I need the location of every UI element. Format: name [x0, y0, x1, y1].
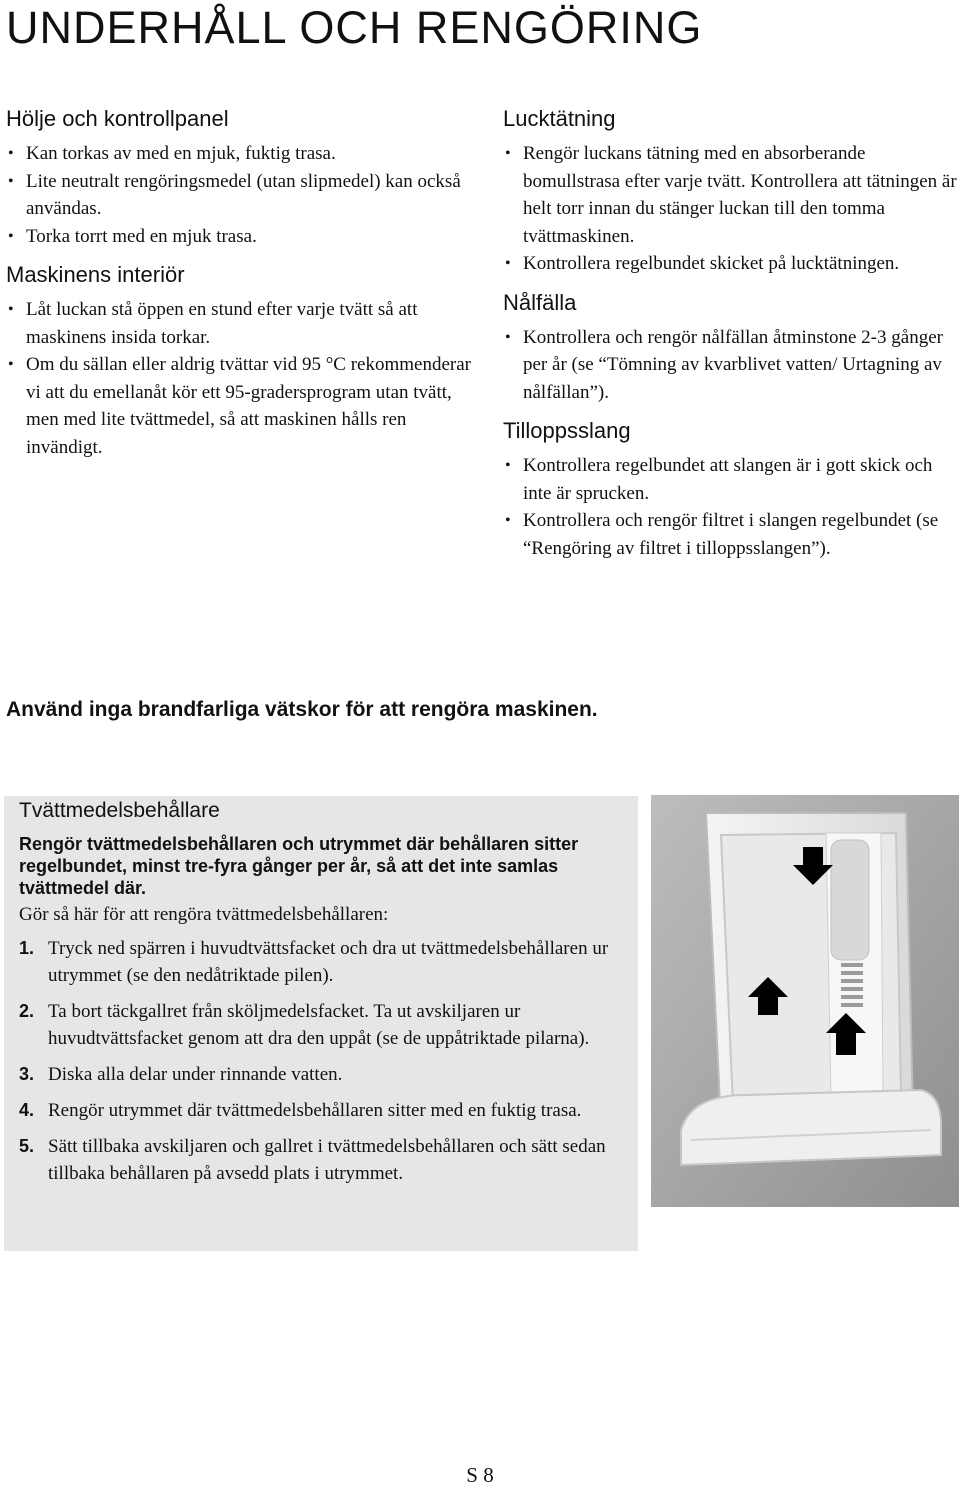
step-item [19, 1097, 631, 1124]
step-item [19, 935, 631, 989]
list-lucktatning [503, 140, 958, 278]
page-number: S 8 [466, 1463, 494, 1487]
section-heading-tilloppsslang: Tilloppsslang [503, 418, 631, 443]
list-item: • Låt luckan stå öppen en stund efter varje tvätt så att maskinens insida torkar. [6, 296, 476, 351]
warning-text: Använd inga brandfarliga vätskor för att rengöra maskinen. [6, 698, 598, 721]
section-heading-holje: Hölje och kontrollpanel [6, 106, 229, 131]
list-item: • Kan torkas av med en mjuk, fuktig trasa. [6, 140, 476, 168]
step-number: 5. [19, 1136, 35, 1156]
panel-intro: Gör så här för att rengöra tvättmedelsbehållaren: [19, 904, 389, 925]
page-title: UNDERHÅLL OCH RENGÖRING [6, 2, 703, 53]
list-holje [6, 140, 476, 250]
step-item [19, 1133, 631, 1187]
section-heading-nalfalla: Nålfälla [503, 289, 577, 315]
list-item: • Kontrollera och rengör filtret i slangen regelbundet (se “Rengöring av filtret i tilloppsslangen”). [503, 507, 958, 562]
step-item [19, 998, 631, 1052]
step-number: 1. [19, 938, 35, 958]
list-tilloppsslang [503, 452, 958, 562]
list-item: • Kontrollera regelbundet skicket på lucktätningen. [503, 250, 958, 278]
step-number: 4. [19, 1100, 35, 1120]
steps-list [19, 935, 631, 1196]
list-item: • Om du sällan eller aldrig tvättar vid 95 °C rekommenderar vi att du emellanåt kör ett 95-gradersprogram utan tvätt, men med lite tvättmedel, så att maskinen hålls ren invändigt. [6, 351, 476, 461]
list-item: • Torka torrt med en mjuk trasa. [6, 223, 476, 251]
detergent-drawer-panel [4, 796, 638, 1251]
list-item: • Lite neutralt rengöringsmedel (utan slipmedel) kan också användas. [6, 168, 476, 223]
step-text: Ta bort täckgallret från sköljmedelsfacket. Ta ut avskiljaren ur huvudtvättsfacket genom att dra den uppåt (se de uppåtriktade pilarna). [48, 1001, 590, 1049]
step-text: Diska alla delar under rinnande vatten. [48, 1064, 343, 1085]
list-interior [6, 296, 476, 461]
panel-title: Tvättmedelsbehållare [19, 799, 220, 822]
list-item: • Kontrollera regelbundet att slangen är i gott skick och inte är sprucken. [503, 452, 958, 507]
panel-bold-text: Rengör tvättmedelsbehållaren och utrymmet där behållaren sitter regelbundet, minst tre-fyra gånger per år, så att det inte samlas tvättmedel där. [19, 834, 579, 898]
step-text: Tryck ned spärren i huvudtvättsfacket och dra ut tvättmedelsbehållaren ur utrymmet (se den nedåtriktade pilen). [48, 938, 609, 986]
step-number: 3. [19, 1064, 35, 1084]
section-heading-interior: Maskinens interiör [6, 262, 185, 287]
list-item: • Rengör luckans tätning med en absorberande bomullstrasa efter varje tvätt. Kontrollera att tätningen är helt torr innan du stänger luckan till den tomma tvättmaskinen. [503, 140, 958, 250]
list-nalfalla [503, 324, 958, 407]
left-column [6, 104, 476, 471]
list-item: • Kontrollera och rengör nålfällan åtminstone 2-3 gånger per år (se “Tömning av kvarblivet vatten/ Urtagning av nålfällan”). [503, 324, 958, 407]
step-text: Sätt tillbaka avskiljaren och gallret i tvättmedelsbehållaren och sätt sedan tillbaka behållaren på avsedd plats i utrymmet. [48, 1136, 606, 1184]
step-number: 2. [19, 1001, 35, 1021]
step-text: Rengör utrymmet där tvättmedelsbehållaren sitter med en fuktig trasa. [48, 1100, 582, 1121]
step-item [19, 1061, 631, 1088]
right-column [503, 104, 958, 572]
detergent-drawer-photo [651, 795, 959, 1207]
section-heading-lucktatning: Lucktätning [503, 106, 616, 131]
